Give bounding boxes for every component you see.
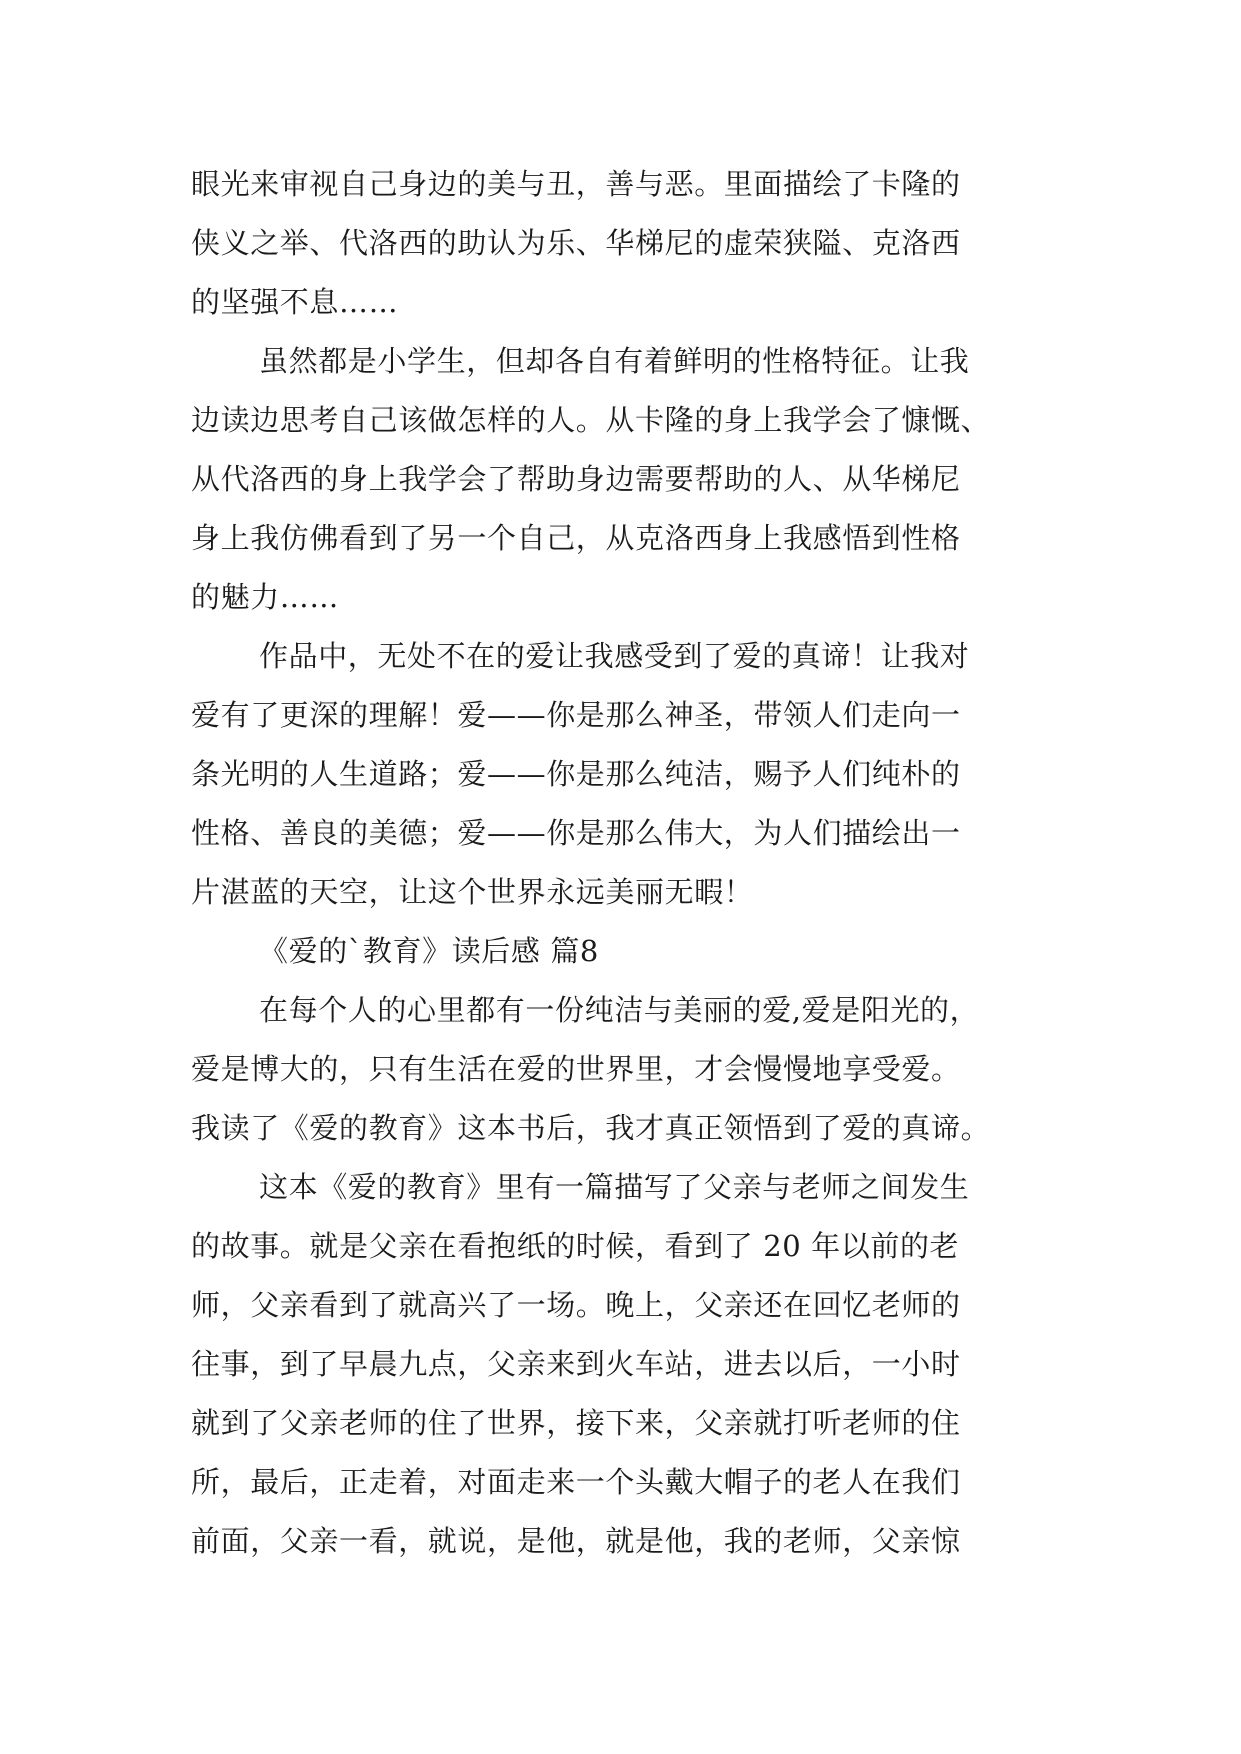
- text-line: 我读了《爱的教育》这本书后，我才真正领悟到了爱的真谛。: [191, 1111, 991, 1145]
- paragraph-start-line: 虽然都是小学生，但却各自有着鲜明的性格特征。让我: [259, 344, 970, 378]
- text-line: 就到了父亲老师的住了世界，接下来，父亲就打听老师的住: [191, 1406, 961, 1440]
- text-line: 师，父亲看到了就高兴了一场。晚上，父亲还在回忆老师的: [191, 1288, 961, 1322]
- text-line: 片湛蓝的天空，让这个世界永远美丽无暇！: [191, 875, 754, 909]
- text-line: 前面，父亲一看，就说，是他，就是他，我的老师，父亲惊: [191, 1524, 961, 1558]
- text-line: 眼光来审视自己身边的美与丑，善与恶。里面描绘了卡隆的: [191, 167, 961, 201]
- text-line: 爱是博大的，只有生活在爱的世界里，才会慢慢地享受爱。: [191, 1052, 961, 1086]
- document-body: [191, 155, 1061, 1571]
- text-line: 侠义之举、代洛西的助认为乐、华梯尼的虚荣狭隘、克洛西: [191, 226, 961, 260]
- text-line: 的故事。就是父亲在看抱纸的时候，看到了 20 年以前的老: [191, 1229, 960, 1263]
- text-line: 性格、善良的美德；爱——你是那么伟大，为人们描绘出一: [191, 816, 961, 850]
- text-line: 的魅力……: [191, 580, 340, 614]
- paragraph-start-line: 这本《爱的教育》里有一篇描写了父亲与老师之间发生: [259, 1170, 970, 1204]
- text-line: 从代洛西的身上我学会了帮助身边需要帮助的人、从华梯尼: [191, 462, 961, 496]
- paragraph-start-line: 在每个人的心里都有一份纯洁与美丽的爱,爱是阳光的，: [259, 993, 980, 1027]
- text-line: 身上我仿佛看到了另一个自己，从克洛西身上我感悟到性格: [191, 521, 961, 555]
- text-line: 所，最后，正走着，对面走来一个头戴大帽子的老人在我们: [191, 1465, 961, 1499]
- paragraph-start-line: 作品中，无处不在的爱让我感受到了爱的真谛！让我对: [259, 639, 970, 673]
- text-line: 条光明的人生道路；爱——你是那么纯洁，赐予人们纯朴的: [191, 757, 961, 791]
- text-line: 往事，到了早晨九点，父亲来到火车站，进去以后，一小时: [191, 1347, 961, 1381]
- text-line: 的坚强不息……: [191, 285, 399, 319]
- text-line: 爱有了更深的理解！爱——你是那么神圣，带领人们走向一: [191, 698, 961, 732]
- text-line: 边读边思考自己该做怎样的人。从卡隆的身上我学会了慷慨、: [191, 403, 991, 437]
- section-heading: 《爱的`教育》读后感 篇8: [259, 934, 599, 968]
